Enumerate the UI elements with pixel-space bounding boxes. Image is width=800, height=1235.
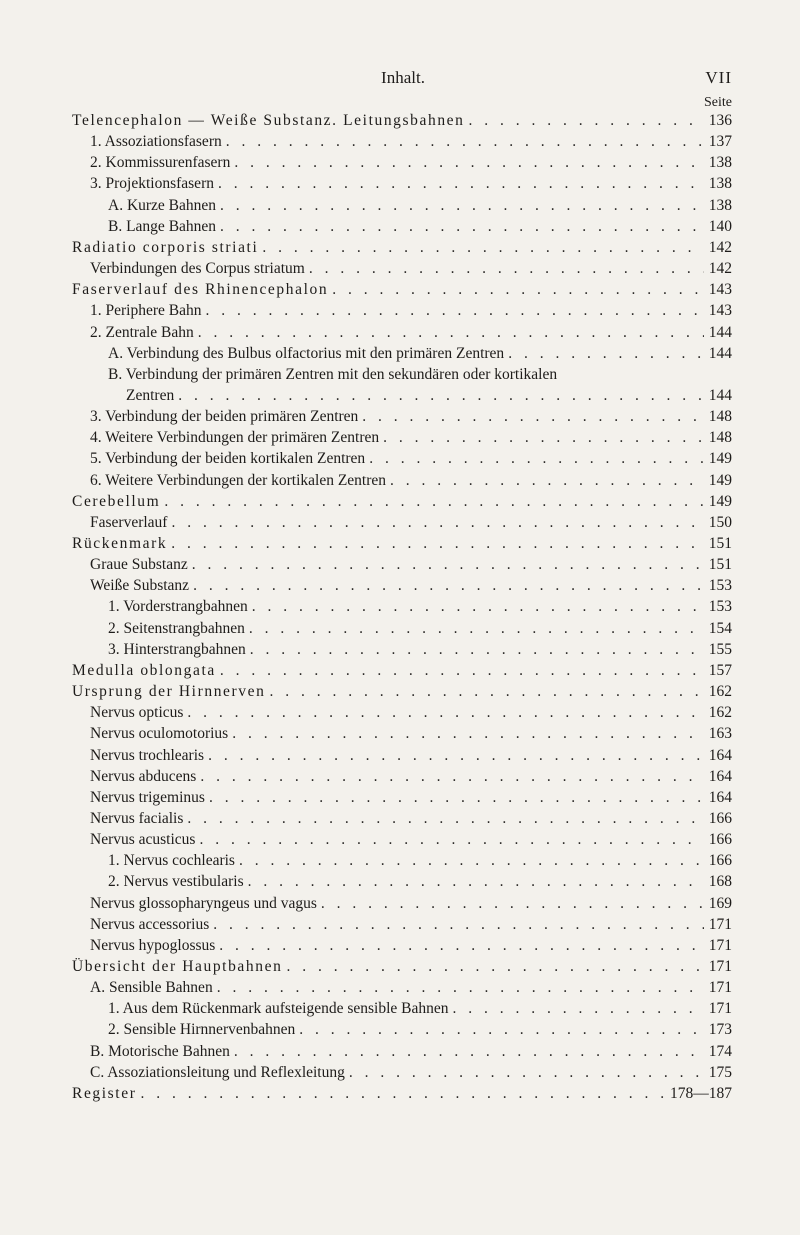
toc-entry[interactable] <box>90 260 732 280</box>
toc-entry[interactable] <box>90 556 732 576</box>
toc-entry-page: 143 <box>708 302 732 320</box>
toc-entry[interactable] <box>72 535 732 555</box>
toc-entry-page: 171 <box>708 958 732 975</box>
toc-leader-dots <box>369 450 704 468</box>
toc-entry-page: 138 <box>708 196 732 214</box>
toc-entry-page: 175 <box>708 1063 732 1081</box>
toc-entry-page: 171 <box>708 915 732 933</box>
toc-entry[interactable] <box>90 577 732 597</box>
toc-entry-title: 1. Vorderstrangbahnen <box>108 598 248 616</box>
toc-entry[interactable] <box>90 810 732 830</box>
toc-leader-dots <box>187 810 704 828</box>
toc-entry-title: Nervus oculomotorius <box>90 725 229 743</box>
toc-entry-page: 173 <box>708 1021 732 1039</box>
toc-entry[interactable] <box>108 873 732 893</box>
toc-leader-dots <box>205 302 704 320</box>
toc-entry-page: 168 <box>708 873 732 891</box>
toc-leader-dots <box>192 556 704 574</box>
toc-entry-page: 163 <box>708 725 732 743</box>
toc-entry[interactable] <box>72 958 732 978</box>
toc-leader-dots <box>187 704 704 722</box>
toc-entry[interactable] <box>72 683 732 703</box>
toc-entry-page: 142 <box>708 260 732 278</box>
toc-leader-dots <box>232 725 704 743</box>
toc-entry-page: 151 <box>708 535 732 552</box>
toc-entry-title: 2. Zentrale Bahn <box>90 323 194 341</box>
toc-entry-title: Radiatio corporis striati <box>72 238 259 256</box>
toc-leader-dots <box>171 514 704 532</box>
toc-entry[interactable] <box>90 1043 732 1063</box>
toc-entry-title: 5. Verbindung der beiden kortikalen Zentren <box>90 450 366 468</box>
toc-leader-dots <box>193 577 704 595</box>
toc-entry-title: 3. Projektionsfasern <box>90 175 214 193</box>
toc-entry[interactable] <box>90 831 732 851</box>
toc-leader-dots <box>390 472 704 490</box>
toc-entry-page: 149 <box>708 492 732 510</box>
toc-leader-dots <box>178 387 704 405</box>
toc-entry[interactable] <box>72 112 732 132</box>
toc-entry[interactable] <box>90 895 732 915</box>
toc-entry[interactable] <box>108 345 732 365</box>
toc-entry-page: 154 <box>708 619 732 637</box>
toc-leader-dots <box>269 683 704 701</box>
toc-entry-page: 171 <box>708 1000 732 1018</box>
toc-entry-title: A. Sensible Bahnen <box>90 979 213 997</box>
toc-entry[interactable] <box>90 450 732 470</box>
toc-entry-page: 138 <box>708 154 732 172</box>
toc-entry[interactable] <box>90 789 732 809</box>
toc-entry-title: 6. Weitere Verbindungen der kortikalen Zentren <box>90 471 387 489</box>
toc-entry-title: A. Verbindung des Bulbus olfactorius mit den primären Zentren <box>108 344 505 362</box>
toc-leader-dots <box>209 789 704 807</box>
toc-entry-page: 164 <box>708 788 732 806</box>
toc-entry-page: 149 <box>708 471 732 489</box>
toc-entry-page: 144 <box>708 386 732 404</box>
toc-entry[interactable] <box>90 472 732 492</box>
toc-leader-dots <box>248 873 704 891</box>
toc-entry-title: 2. Sensible Hirnnervenbahnen <box>108 1021 296 1039</box>
toc-entry-page: 144 <box>708 323 732 341</box>
toc-entry-title: Verbindungen des Corpus striatum <box>90 260 305 278</box>
toc-entry-page: 150 <box>708 513 732 531</box>
toc-leader-dots <box>250 641 704 659</box>
toc-leader-dots <box>383 429 704 447</box>
toc-leader-dots <box>140 1085 666 1103</box>
toc-leader-dots <box>208 747 704 765</box>
toc-entry-title: C. Assoziationsleitung und Reflexleitung <box>90 1063 345 1081</box>
toc-entry-title: Graue Substanz <box>90 556 188 574</box>
toc-entry-page: 157 <box>708 661 732 679</box>
toc-entry-page: 138 <box>708 175 732 193</box>
header-page-number: VII <box>705 68 732 87</box>
toc-entry-page: 164 <box>708 746 732 764</box>
toc-entry[interactable] <box>90 302 732 322</box>
toc-entry-page: 178—187 <box>670 1084 732 1102</box>
toc-entry-page: 164 <box>708 767 732 785</box>
toc-entry[interactable] <box>108 218 732 238</box>
toc-leader-dots <box>239 852 704 870</box>
toc-entry[interactable] <box>90 408 732 428</box>
toc-entry[interactable] <box>90 704 732 724</box>
toc-entry[interactable] <box>72 662 732 682</box>
toc-entry[interactable] <box>90 725 732 745</box>
toc-entry-title: Rückenmark <box>72 535 168 552</box>
toc-leader-dots <box>249 620 704 638</box>
toc-entry-title: 1. Nervus cochlearis <box>108 852 235 870</box>
toc-entry[interactable] <box>90 1064 732 1084</box>
toc-entry-page: 140 <box>708 217 732 235</box>
header-title: Inhalt. <box>381 68 425 87</box>
toc-entry-page: 171 <box>708 936 732 954</box>
toc-entry-title: Nervus trigeminus <box>90 788 205 806</box>
toc-leader-dots <box>171 535 704 553</box>
toc-leader-dots <box>332 281 704 299</box>
toc-entry-title: 2. Seitenstrangbahnen <box>108 619 245 637</box>
toc-entry-page: 166 <box>708 831 732 849</box>
toc-leader-dots <box>321 895 704 913</box>
toc-leader-dots <box>219 937 704 955</box>
toc-entry[interactable] <box>90 133 732 153</box>
toc-entry[interactable] <box>108 852 732 872</box>
toc-leader-dots <box>220 662 704 680</box>
toc-leader-dots <box>200 768 704 786</box>
toc-entry-title: Nervus opticus <box>90 704 184 722</box>
toc-entry-page: 153 <box>708 598 732 616</box>
toc-entry-title: Nervus abducens <box>90 767 197 785</box>
toc-entry-page: 148 <box>708 429 732 447</box>
toc-entry-title: Übersicht der Hauptbahnen <box>72 958 283 975</box>
toc-entry-title: Nervus trochlearis <box>90 746 205 764</box>
toc-entry[interactable] <box>90 514 732 534</box>
toc-entry-title: 1. Assoziationsfasern <box>90 133 222 151</box>
toc-leader-dots <box>218 175 704 193</box>
toc-leader-dots <box>299 1021 704 1039</box>
toc-entry[interactable] <box>90 324 732 344</box>
toc-entry-title: Nervus accessorius <box>90 915 210 933</box>
toc-entry-title: 1. Aus dem Rückenmark aufsteigende sensible Bahnen <box>108 1000 449 1018</box>
toc-leader-dots <box>213 916 704 934</box>
toc-leader-dots <box>252 598 704 616</box>
toc-leader-dots <box>262 239 704 257</box>
toc-entry-title: B. Motorische Bahnen <box>90 1042 230 1060</box>
toc-entry-page: 171 <box>708 979 732 997</box>
toc-entry-title: B. Lange Bahnen <box>108 217 217 235</box>
toc-entry-title: Telencephalon — Weiße Substanz. Leitungsbahnen <box>72 112 465 129</box>
toc-entry-page: 137 <box>708 133 732 151</box>
toc-entry-title: Nervus hypoglossus <box>90 936 216 954</box>
toc-entry-title: 1. Periphere Bahn <box>90 302 202 320</box>
toc-entry-title: 2. Nervus vestibularis <box>108 873 244 891</box>
toc-entry-page: 142 <box>708 238 732 256</box>
toc-leader-dots <box>453 1000 705 1018</box>
toc-entry-title: Ursprung der Hirnnerven <box>72 683 266 701</box>
seite-label: Seite <box>704 95 732 110</box>
toc-entry-page: 169 <box>708 894 732 912</box>
toc-entry-page: 155 <box>708 640 732 658</box>
toc-leader-dots <box>198 324 704 342</box>
toc-entry-title: Cerebellum <box>72 492 161 510</box>
toc-entry-title: Weiße Substanz <box>90 577 190 595</box>
toc-entry[interactable] <box>72 239 732 259</box>
toc-entry-page: 144 <box>708 344 732 362</box>
toc-entry[interactable] <box>72 281 732 301</box>
toc-entry[interactable] <box>108 197 732 217</box>
toc-entry-title: Faserverlauf des Rhinencephalon <box>72 281 329 299</box>
toc-entry[interactable] <box>90 429 732 449</box>
toc-entry-title: Nervus glossopharyngeus und vagus <box>90 894 317 912</box>
toc-leader-dots <box>199 831 704 849</box>
toc-entry-title: Medulla oblongata <box>72 661 216 679</box>
toc-entry[interactable] <box>108 641 732 661</box>
toc-leader-dots <box>508 345 704 363</box>
toc-entry-page: 166 <box>708 852 732 870</box>
toc-leader-dots <box>220 218 704 236</box>
toc-entry-page: 143 <box>708 281 732 299</box>
toc-entry-title: Nervus facialis <box>90 809 184 827</box>
toc-leader-dots <box>469 112 704 130</box>
toc-entry[interactable] <box>126 387 732 407</box>
toc-entry-page: 151 <box>708 556 732 574</box>
toc-entry-page: 148 <box>708 408 732 426</box>
toc-leader-dots <box>362 408 704 426</box>
toc-entry[interactable] <box>90 175 732 195</box>
toc-entry[interactable] <box>108 1000 732 1020</box>
toc-entry-title: Faserverlauf <box>90 513 168 531</box>
toc-entry-page: 162 <box>708 704 732 722</box>
toc-leader-dots <box>234 1043 704 1061</box>
toc-entry-title: 3. Hinterstrangbahnen <box>108 640 246 658</box>
toc-entry[interactable] <box>72 1085 732 1105</box>
toc-entry-page: 149 <box>708 450 732 468</box>
toc-entry[interactable] <box>108 620 732 640</box>
toc-entry[interactable] <box>90 979 732 999</box>
toc-entry-page: 162 <box>708 683 732 701</box>
toc-leader-dots <box>164 493 704 511</box>
toc-entry[interactable] <box>90 768 732 788</box>
toc-entry-title: 4. Weitere Verbindungen der primären Zentren <box>90 429 380 447</box>
toc-entry[interactable] <box>108 1021 732 1041</box>
toc-leader-dots <box>286 958 704 976</box>
toc-entry-title: Register <box>72 1084 137 1102</box>
toc-leader-dots <box>309 260 704 278</box>
toc-entry[interactable] <box>90 747 732 767</box>
toc-leader-dots <box>217 979 704 997</box>
toc-entry-page: 174 <box>708 1042 732 1060</box>
toc-entry[interactable] <box>90 916 732 936</box>
toc-entry-title: 2. Kommissurenfasern <box>90 154 231 172</box>
toc-entry-title: 3. Verbindung der beiden primären Zentren <box>90 408 359 426</box>
toc-entry-title: Zentren <box>126 386 175 404</box>
toc-entry[interactable] <box>90 937 732 957</box>
toc-leader-dots <box>349 1064 704 1082</box>
toc-entry-title: Nervus acusticus <box>90 831 196 849</box>
toc-entry[interactable] <box>108 598 732 618</box>
toc-entry[interactable] <box>72 493 732 513</box>
toc-entry-page: 136 <box>708 112 732 129</box>
toc-entry-title: A. Kurze Bahnen <box>108 196 217 214</box>
toc-leader-dots <box>220 197 704 215</box>
page-header <box>74 68 732 92</box>
toc-entry-page: 153 <box>708 577 732 595</box>
toc-leader-dots <box>226 133 704 151</box>
toc-entry-continued: B. Verbindung der primären Zentren mit den sekundären oder kortikalen <box>108 365 558 383</box>
toc-leader-dots <box>234 154 704 172</box>
toc-entry-page: 166 <box>708 809 732 827</box>
toc-entry[interactable] <box>90 154 732 174</box>
